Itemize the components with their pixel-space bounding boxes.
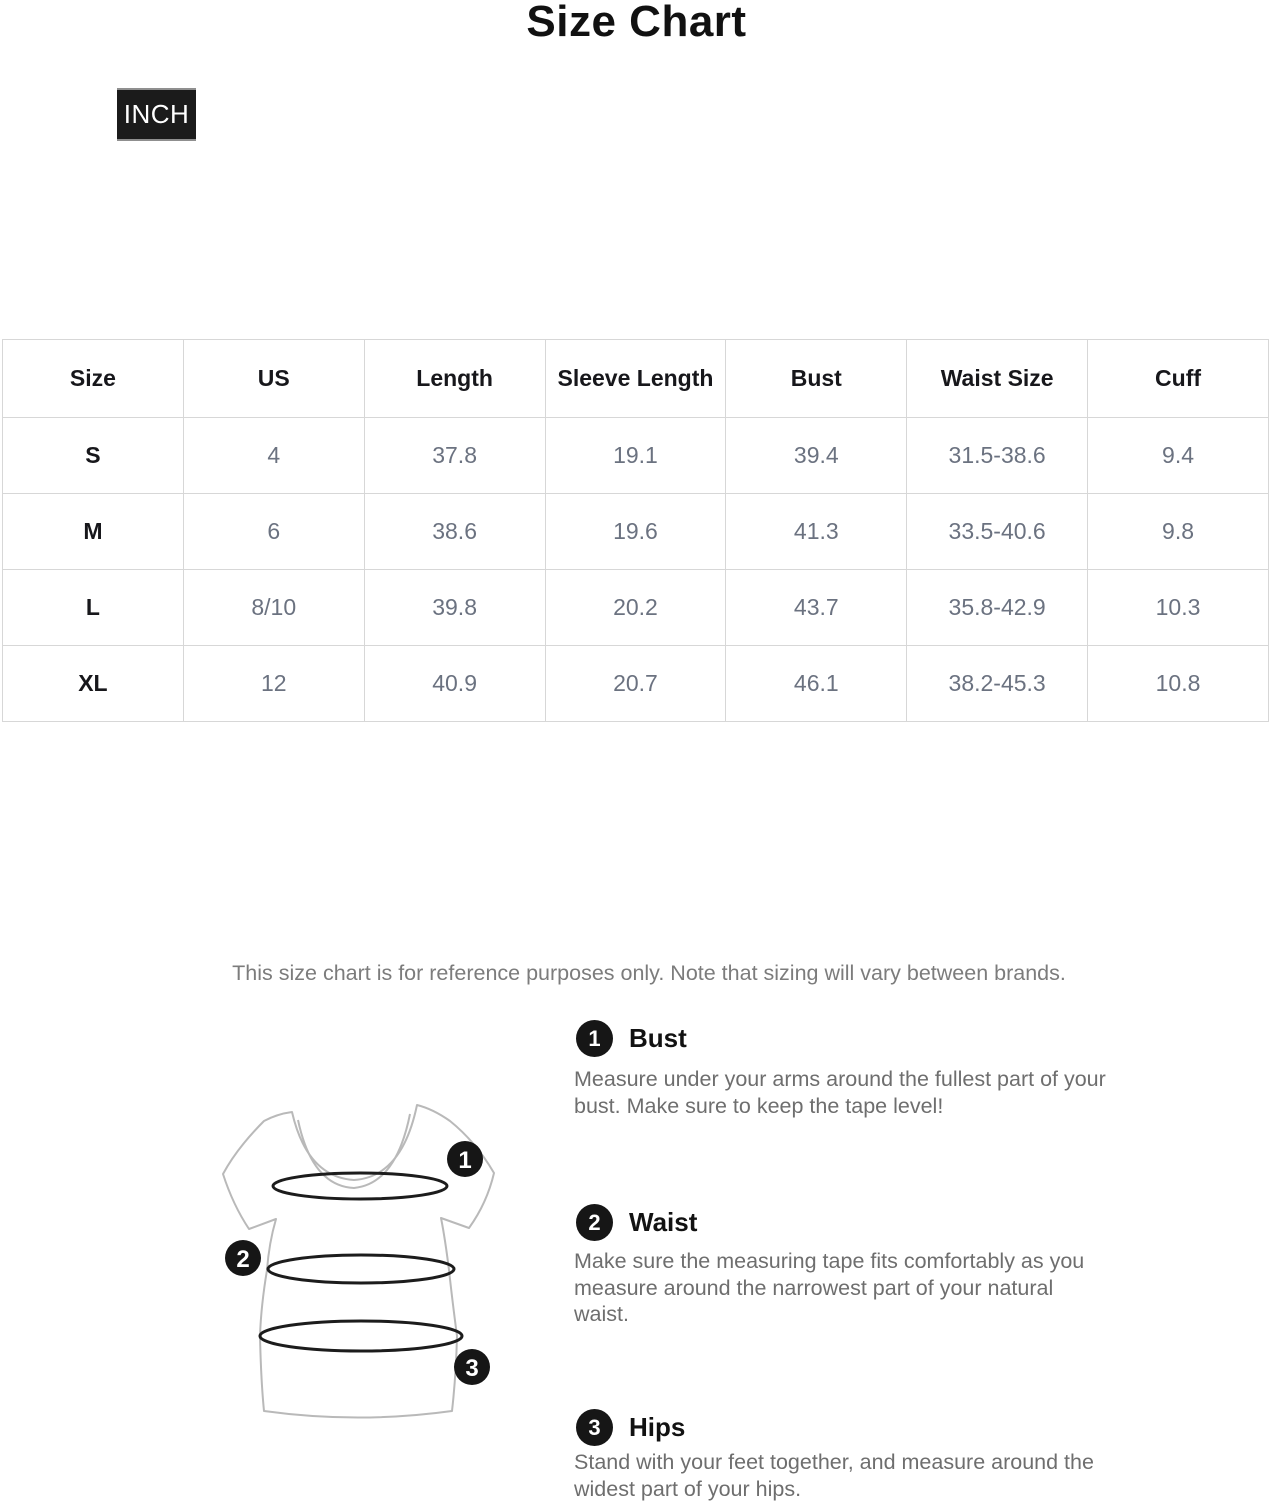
- section-hips-description: [574, 1449, 1094, 1502]
- section-title-hips: Hips: [629, 1412, 685, 1443]
- size-cell: XL: [3, 646, 184, 722]
- marker-3-number: 3: [465, 1355, 478, 1382]
- value-cell: 12: [183, 646, 364, 722]
- section-description-line: Make sure the measuring tape fits comfortably as you: [574, 1248, 1084, 1275]
- column-header-length: Length: [364, 340, 545, 418]
- column-header-waist-size: Waist Size: [907, 340, 1088, 418]
- table-row-m: [3, 494, 1269, 570]
- column-header-size: Size: [3, 340, 184, 418]
- value-cell: 9.8: [1088, 494, 1269, 570]
- value-cell: 39.4: [726, 418, 907, 494]
- value-cell: 40.9: [364, 646, 545, 722]
- section-waist-description: [574, 1248, 1084, 1328]
- column-header-us: US: [183, 340, 364, 418]
- value-cell: 8/10: [183, 570, 364, 646]
- table-row-s: [3, 418, 1269, 494]
- marker-1-number: 1: [458, 1147, 471, 1174]
- value-cell: 38.6: [364, 494, 545, 570]
- section-number-badge: 3: [576, 1409, 613, 1446]
- section-description-line: Measure under your arms around the fullest part of your: [574, 1066, 1106, 1093]
- section-description-line: waist.: [574, 1301, 1084, 1328]
- section-title-waist: Waist: [629, 1207, 697, 1238]
- value-cell: 38.2-45.3: [907, 646, 1088, 722]
- size-note: This size chart is for reference purposes only. Note that sizing will vary between brands.: [25, 963, 1273, 987]
- value-cell: 19.6: [545, 494, 726, 570]
- size-cell: S: [3, 418, 184, 494]
- value-cell: 10.8: [1088, 646, 1269, 722]
- section-description-line: widest part of your hips.: [574, 1476, 1094, 1502]
- section-description-line: measure around the narrowest part of your natural: [574, 1275, 1084, 1302]
- section-description-line: bust. Make sure to keep the tape level!: [574, 1093, 1106, 1120]
- size-table: [2, 339, 1269, 722]
- table-header-row: [3, 340, 1269, 418]
- table-row-xl: [3, 646, 1269, 722]
- column-header-cuff: Cuff: [1088, 340, 1269, 418]
- value-cell: 20.2: [545, 570, 726, 646]
- value-cell: 35.8-42.9: [907, 570, 1088, 646]
- size-cell: L: [3, 570, 184, 646]
- value-cell: 41.3: [726, 494, 907, 570]
- value-cell: 6: [183, 494, 364, 570]
- section-title-bust: Bust: [629, 1023, 687, 1054]
- value-cell: 33.5-40.6: [907, 494, 1088, 570]
- section-number-badge: 2: [576, 1204, 613, 1241]
- size-note-wrap: [25, 963, 1273, 988]
- value-cell: 19.1: [545, 418, 726, 494]
- value-cell: 37.8: [364, 418, 545, 494]
- table-row-l: [3, 570, 1269, 646]
- value-cell: 39.8: [364, 570, 545, 646]
- value-cell: 46.1: [726, 646, 907, 722]
- value-cell: 10.3: [1088, 570, 1269, 646]
- section-bust-description: [574, 1066, 1106, 1119]
- value-cell: 31.5-38.6: [907, 418, 1088, 494]
- section-hips-heading: [576, 1409, 685, 1446]
- value-cell: 20.7: [545, 646, 726, 722]
- column-header-sleeve-length: Sleeve Length: [545, 340, 726, 418]
- page-title: Size Chart: [0, 0, 1273, 48]
- section-waist-heading: [576, 1204, 697, 1241]
- size-cell: M: [3, 494, 184, 570]
- value-cell: 43.7: [726, 570, 907, 646]
- value-cell: 9.4: [1088, 418, 1269, 494]
- marker-2-number: 2: [236, 1246, 249, 1273]
- value-cell: 4: [183, 418, 364, 494]
- section-number-badge: 1: [576, 1020, 613, 1057]
- tshirt-diagram: [180, 1080, 560, 1480]
- section-bust-heading: [576, 1020, 687, 1057]
- section-description-line: Stand with your feet together, and measure around the: [574, 1449, 1094, 1476]
- column-header-bust: Bust: [726, 340, 907, 418]
- unit-toggle-inch[interactable]: INCH: [117, 88, 196, 141]
